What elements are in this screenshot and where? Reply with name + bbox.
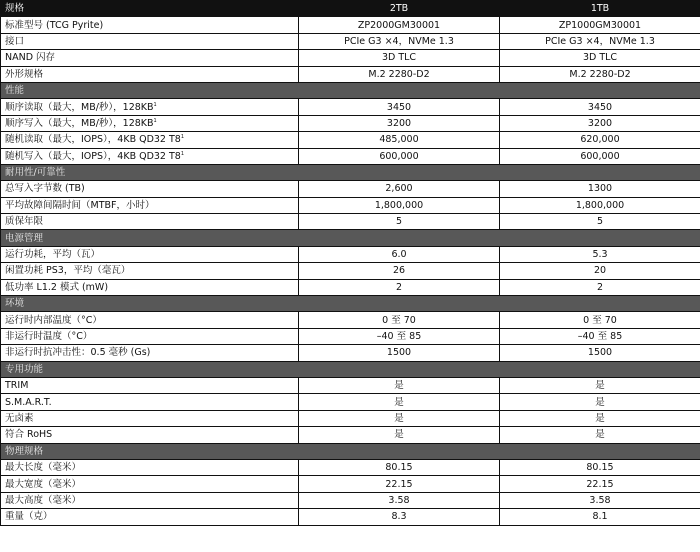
value-2tb: 1500 bbox=[299, 345, 500, 361]
value-2tb: 5 bbox=[299, 214, 500, 230]
value-2tb: 22.15 bbox=[299, 476, 500, 492]
value-1tb: 3200 bbox=[500, 115, 700, 131]
value-1tb: ZP1000GM30001 bbox=[500, 17, 700, 33]
spec-label bbox=[1, 263, 299, 279]
value-2tb: 2 bbox=[299, 279, 500, 295]
spec-label-text: 非运行时抗冲击性：0.5 毫秒 (Gs) bbox=[5, 347, 151, 359]
spec-label bbox=[1, 148, 299, 164]
value-1tb: 5 bbox=[500, 214, 700, 230]
table-row bbox=[1, 115, 700, 131]
spec-label-text: 非运行时温度（°C） bbox=[5, 331, 93, 342]
section-header-row bbox=[1, 82, 700, 98]
spec-label-text: 随机写入（最大，IOPS），4KB QD32 T8 bbox=[5, 150, 181, 162]
spec-label-text: NAND 闪存 bbox=[5, 52, 56, 64]
value-1tb: PCIe G3 ×4，NVMe 1.3 bbox=[500, 33, 700, 49]
spec-label bbox=[1, 328, 299, 344]
spec-label-text: 闲置功耗 PS3，平均（毫瓦） bbox=[5, 265, 131, 277]
footnote-marker: 1 bbox=[180, 134, 185, 141]
value-2tb: 2,600 bbox=[299, 181, 500, 197]
value-2tb: 是 bbox=[299, 410, 500, 426]
footnote-marker: 1 bbox=[153, 117, 157, 124]
value-1tb: 5.3 bbox=[500, 246, 700, 262]
value-2tb: M.2 2280-D2 bbox=[299, 66, 500, 82]
spec-label bbox=[1, 115, 299, 131]
value-2tb: ZP2000GM30001 bbox=[299, 17, 500, 33]
header-1tb: 1TB bbox=[500, 1, 700, 17]
section-title: 性能 bbox=[1, 82, 700, 98]
spec-label bbox=[1, 459, 299, 475]
spec-label-text: 无卤素 bbox=[5, 412, 34, 424]
spec-label bbox=[1, 377, 299, 393]
value-1tb: 是 bbox=[500, 394, 700, 410]
value-1tb: 1300 bbox=[500, 181, 700, 197]
spec-label bbox=[1, 50, 299, 66]
spec-label bbox=[1, 33, 299, 49]
value-2tb: 是 bbox=[299, 394, 500, 410]
table-row bbox=[1, 181, 700, 197]
spec-label-text: 外形规格 bbox=[5, 68, 44, 80]
spec-label bbox=[1, 492, 299, 508]
table-row bbox=[1, 345, 700, 361]
value-1tb: 是 bbox=[500, 410, 700, 426]
spec-label-text: 质保年限 bbox=[5, 216, 44, 228]
spec-label bbox=[1, 66, 299, 82]
spec-label bbox=[1, 427, 299, 443]
spec-label bbox=[1, 181, 299, 197]
section-title: 环境 bbox=[1, 296, 700, 312]
section-title: 物理规格 bbox=[1, 443, 700, 459]
spec-label-text: 顺序读取（最大，MB/秒），128KB bbox=[5, 101, 154, 113]
table-row bbox=[1, 246, 700, 262]
table-row bbox=[1, 132, 700, 148]
value-2tb: 80.15 bbox=[299, 459, 500, 475]
value-2tb: 0 至 70 bbox=[299, 312, 500, 328]
spec-label bbox=[1, 345, 299, 361]
table-row bbox=[1, 197, 700, 213]
value-2tb: 是 bbox=[299, 377, 500, 393]
table-row bbox=[1, 66, 700, 82]
table-row bbox=[1, 99, 700, 115]
table-row bbox=[1, 33, 700, 49]
value-1tb: 1,800,000 bbox=[500, 197, 700, 213]
value-1tb: 3D TLC bbox=[500, 50, 700, 66]
spec-label bbox=[1, 476, 299, 492]
section-title: 电源管理 bbox=[1, 230, 700, 246]
table-row bbox=[1, 263, 700, 279]
value-2tb: 600,000 bbox=[299, 148, 500, 164]
spec-label-text: 接口 bbox=[5, 35, 25, 47]
spec-label bbox=[1, 214, 299, 230]
value-1tb: M.2 2280-D2 bbox=[500, 66, 700, 82]
table-row bbox=[1, 148, 700, 164]
header-2tb: 2TB bbox=[299, 1, 500, 17]
section-header-row bbox=[1, 230, 700, 246]
table-row bbox=[1, 427, 700, 443]
value-1tb: 600,000 bbox=[500, 148, 700, 164]
spec-label bbox=[1, 509, 299, 525]
section-header-row bbox=[1, 164, 700, 180]
table-row bbox=[1, 377, 700, 393]
spec-label-text: 顺序写入（最大，MB/秒），128KB bbox=[5, 117, 154, 129]
table-row bbox=[1, 394, 700, 410]
section-title: 耐用性/可靠性 bbox=[1, 164, 700, 180]
table-row bbox=[1, 410, 700, 426]
table-row bbox=[1, 214, 700, 230]
value-1tb: 是 bbox=[500, 427, 700, 443]
table-row bbox=[1, 459, 700, 475]
spec-label bbox=[1, 410, 299, 426]
spec-table-body bbox=[1, 17, 700, 525]
table-row bbox=[1, 476, 700, 492]
spec-label bbox=[1, 279, 299, 295]
spec-label-text: 最大宽度（毫米） bbox=[5, 478, 82, 490]
table-header-row bbox=[1, 1, 700, 17]
spec-label-text: 重量（克） bbox=[5, 511, 53, 523]
table-row bbox=[1, 279, 700, 295]
spec-label-text: 符合 RoHS bbox=[5, 429, 53, 441]
value-1tb: 3.58 bbox=[500, 492, 700, 508]
spec-label bbox=[1, 246, 299, 262]
footnote-marker: 1 bbox=[180, 150, 185, 157]
value-2tb: 8.3 bbox=[299, 509, 500, 525]
value-2tb: 3D TLC bbox=[299, 50, 500, 66]
value-2tb: –40 至 85 bbox=[299, 328, 500, 344]
spec-label-text: 低功率 L1.2 模式 (mW) bbox=[5, 281, 109, 293]
spec-label-text: 平均故障间隔时间（MTBF，小时） bbox=[5, 199, 155, 211]
value-2tb: 3200 bbox=[299, 115, 500, 131]
value-2tb: 1,800,000 bbox=[299, 197, 500, 213]
spec-label bbox=[1, 197, 299, 213]
spec-label-text: 运行时内部温度（°C） bbox=[5, 314, 102, 326]
value-1tb: 3450 bbox=[500, 99, 700, 115]
table-row bbox=[1, 492, 700, 508]
spec-label bbox=[1, 312, 299, 328]
value-1tb: 2 bbox=[500, 279, 700, 295]
spec-label-text: 随机读取（最大，IOPS），4KB QD32 T8 bbox=[5, 134, 181, 146]
table-row bbox=[1, 509, 700, 525]
value-2tb: 3450 bbox=[299, 99, 500, 115]
section-title: 专用功能 bbox=[1, 361, 700, 377]
spec-label bbox=[1, 17, 299, 33]
value-1tb: 22.15 bbox=[500, 476, 700, 492]
spec-label bbox=[1, 99, 299, 115]
table-row bbox=[1, 328, 700, 344]
section-header-row bbox=[1, 443, 700, 459]
value-2tb: PCIe G3 ×4，NVMe 1.3 bbox=[299, 33, 500, 49]
value-1tb: 0 至 70 bbox=[500, 312, 700, 328]
spec-label-text: 总写入字节数 (TB) bbox=[5, 183, 85, 195]
section-header-row bbox=[1, 296, 700, 312]
value-1tb: 是 bbox=[500, 377, 700, 393]
spec-label-text: 最大高度（毫米） bbox=[5, 494, 82, 506]
value-1tb: 80.15 bbox=[500, 459, 700, 475]
table-row bbox=[1, 17, 700, 33]
table-row bbox=[1, 312, 700, 328]
value-1tb: –40 至 85 bbox=[500, 328, 700, 344]
header-spec: 规格 bbox=[1, 1, 299, 17]
spec-label-text: 标准型号 (TCG Pyrite) bbox=[5, 19, 104, 31]
value-2tb: 是 bbox=[299, 427, 500, 443]
spec-label-text: 最大长度（毫米） bbox=[5, 462, 82, 474]
spec-label-text: 运行功耗，平均（瓦） bbox=[5, 249, 101, 261]
value-2tb: 485,000 bbox=[299, 132, 500, 148]
spec-label-text: TRIM bbox=[5, 380, 29, 392]
value-1tb: 1500 bbox=[500, 345, 700, 361]
value-1tb: 8.1 bbox=[500, 509, 700, 525]
value-2tb: 3.58 bbox=[299, 492, 500, 508]
value-1tb: 20 bbox=[500, 263, 700, 279]
section-header-row bbox=[1, 361, 700, 377]
table-row bbox=[1, 50, 700, 66]
value-2tb: 6.0 bbox=[299, 246, 500, 262]
spec-label bbox=[1, 394, 299, 410]
spec-label-text: S.M.A.R.T. bbox=[5, 396, 52, 408]
footnote-marker: 1 bbox=[153, 101, 157, 108]
value-1tb: 620,000 bbox=[500, 132, 700, 148]
spec-label bbox=[1, 132, 299, 148]
value-2tb: 26 bbox=[299, 263, 500, 279]
